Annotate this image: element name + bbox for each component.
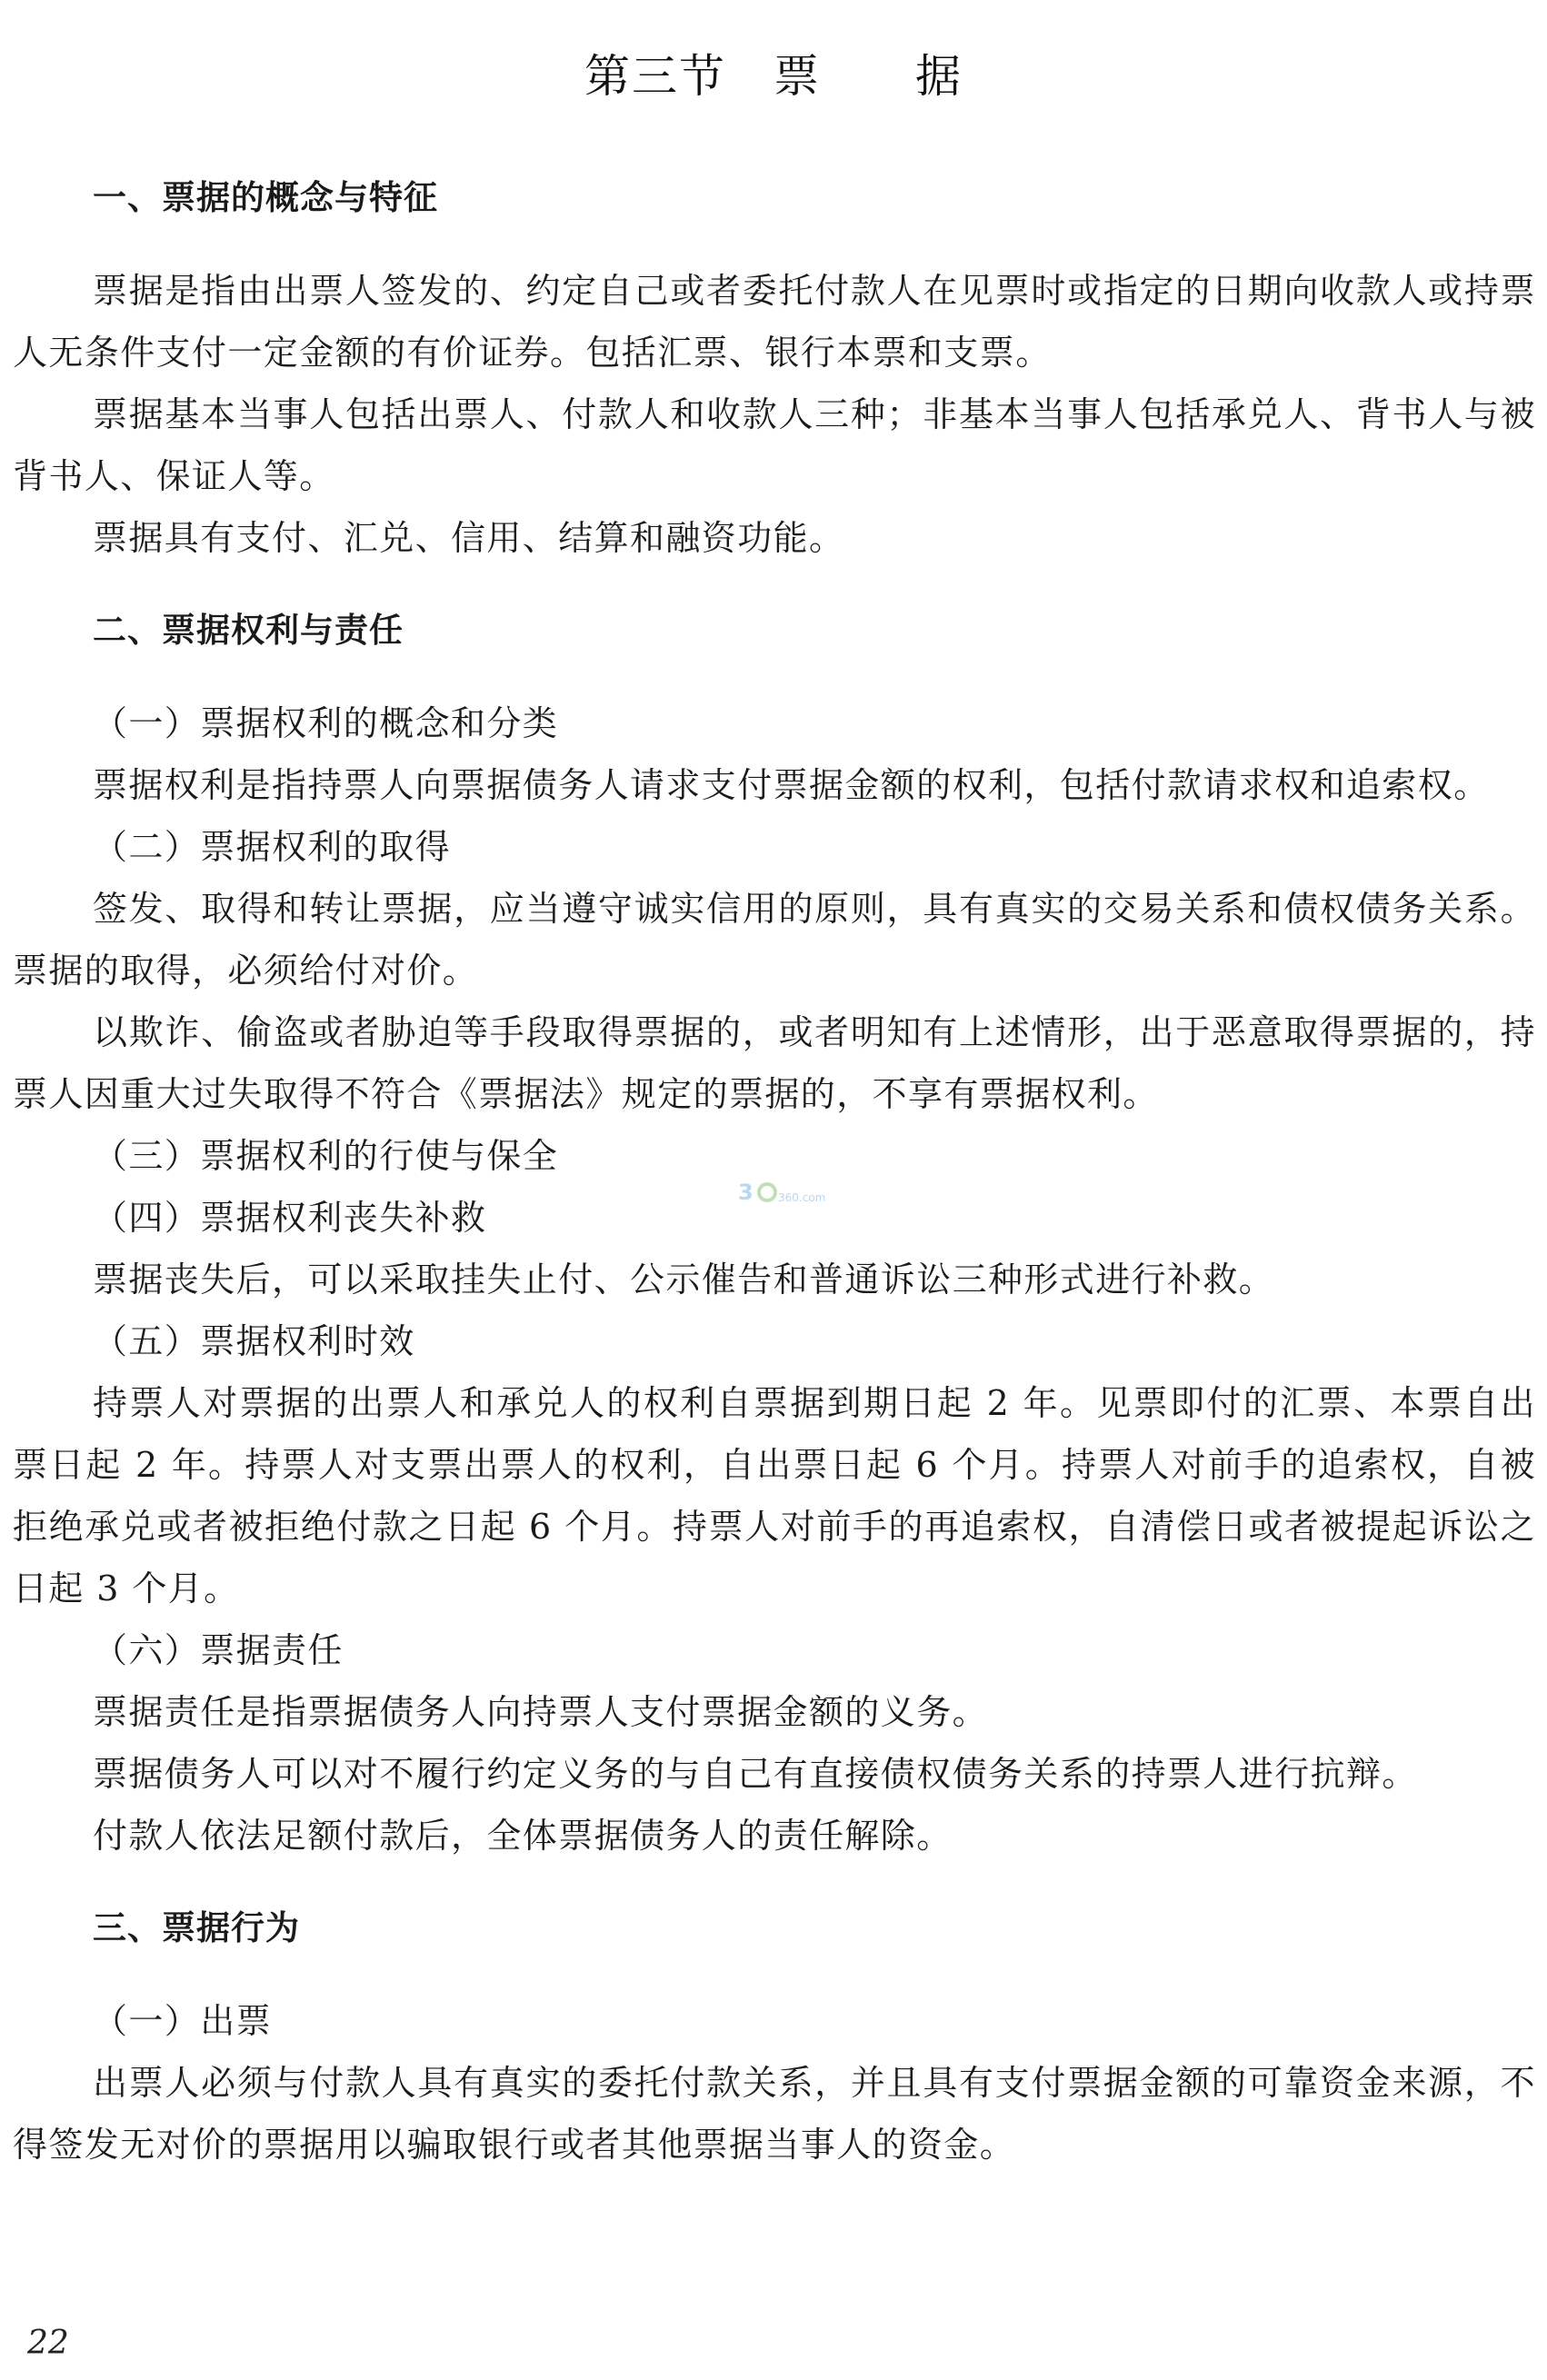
paragraph: 票据具有支付、汇兑、信用、结算和融资功能。 bbox=[93, 518, 845, 558]
page-body bbox=[13, 167, 1536, 2176]
section-heading-3: 三、票据行为 bbox=[93, 1908, 300, 1947]
watermark-logo bbox=[734, 1174, 826, 1210]
section-heading-2: 二、票据权利与责任 bbox=[93, 611, 404, 650]
paragraph: 以欺诈、偷盗或者胁迫等手段取得票据的，或者明知有上述情形，出于恶意取得票据的，持票人因重大过失取得不符合《票据法》规定的票据的，不享有票据权利。 bbox=[13, 1012, 1536, 1114]
spacer bbox=[13, 229, 1536, 260]
paragraph: 票据债务人可以对不履行约定义务的与自己有直接债权债务关系的持票人进行抗辩。 bbox=[93, 1754, 1418, 1794]
subsection-heading: （一）出票 bbox=[93, 2001, 273, 2041]
paragraph: 票据权利是指持票人向票据债务人请求支付票据金额的权利，包括付款请求权和追索权。 bbox=[93, 765, 1490, 805]
paragraph: 票据丧失后，可以采取挂失止付、公示催告和普通诉讼三种形式进行补救。 bbox=[93, 1260, 1275, 1300]
paragraph: 票据基本当事人包括出票人、付款人和收款人三种；非基本当事人包括承兑人、背书人与被背书人、保证人等。 bbox=[13, 394, 1536, 496]
subsection-heading: （六）票据责任 bbox=[93, 1630, 344, 1670]
subsection-heading: （三）票据权利的行使与保全 bbox=[93, 1136, 559, 1176]
subsection-heading: （二）票据权利的取得 bbox=[93, 827, 452, 867]
page-number: 22 bbox=[27, 2325, 69, 2362]
watermark-domain: 360.com bbox=[778, 1191, 826, 1204]
watermark-ring bbox=[759, 1184, 775, 1200]
spacer bbox=[13, 569, 1536, 600]
spacer bbox=[13, 1867, 1536, 1897]
page-title: 第三节 票 据 bbox=[584, 50, 963, 103]
watermark-digits: 3 bbox=[738, 1180, 754, 1205]
paragraph: 票据责任是指票据债务人向持票人支付票据金额的义务。 bbox=[93, 1692, 989, 1732]
paragraph: 付款人依法足额付款后，全体票据债务人的责任解除。 bbox=[93, 1816, 953, 1856]
paragraph: 出票人必须与付款人具有真实的委托付款关系，并且具有支付票据金额的可靠资金来源，不得签发无对价的票据用以骗取银行或者其他票据当事人的资金。 bbox=[13, 2063, 1536, 2165]
paragraph: 签发、取得和转让票据，应当遵守诚实信用的原则，具有真实的交易关系和债权债务关系。票据的取得，必须给付对价。 bbox=[13, 889, 1536, 991]
subsection-heading: （一）票据权利的概念和分类 bbox=[93, 703, 559, 743]
subsection-heading: （五）票据权利时效 bbox=[93, 1321, 415, 1361]
spacer bbox=[13, 662, 1536, 692]
paragraph: 持票人对票据的出票人和承兑人的权利自票据到期日起 2 年。见票即付的汇票、本票自出票日起 2 年。持票人对支票出票人的权利，自出票日起 6 个月。持票人对前手的追索权，自被拒绝承兑或者被拒绝付款之日起 6 个月。持票人对前手的再追索权，自清偿日或者被提起诉讼之日起 3 个月。 bbox=[13, 1383, 1536, 1608]
section-heading-1: 一、票据的概念与特征 bbox=[93, 178, 438, 217]
spacer bbox=[13, 1959, 1536, 1990]
subsection-heading: （四）票据权利丧失补救 bbox=[93, 1198, 487, 1238]
paragraph: 票据是指由出票人签发的、约定自己或者委托付款人在见票时或指定的日期向收款人或持票人无条件支付一定金额的有价证券。包括汇票、银行本票和支票。 bbox=[13, 271, 1536, 373]
